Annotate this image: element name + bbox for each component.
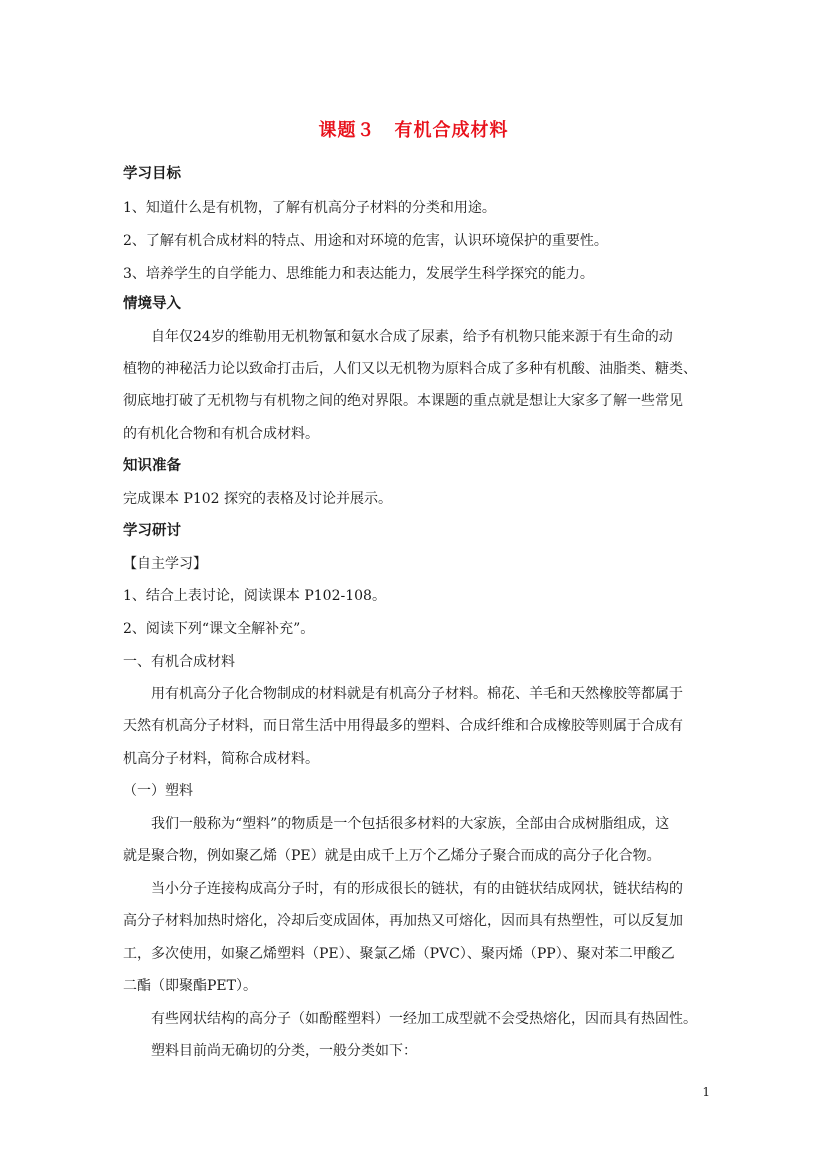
paragraph-line: 用有机高分子化合物制成的材料就是有机高分子材料。棉花、羊毛和天然橡胶等都属于 <box>151 686 683 702</box>
objective-item: 1、知道什么是有机物，了解有机高分子材料的分类和用途。 <box>123 200 496 216</box>
section-heading: 一、有机合成材料 <box>123 654 235 670</box>
paragraph-line: 就是聚合物，例如聚乙烯（PE）就是由成千上万个乙烯分子聚合而成的高分子化合物。 <box>123 848 661 864</box>
subsection-heading: （一）塑料 <box>123 783 193 799</box>
paragraph-line: 我们一般称为“塑料”的物质是一个包括很多材料的大家族，全部由合成树脂组成，这 <box>151 816 670 832</box>
prep-text: 完成课本 P102 探究的表格及讨论并展示。 <box>123 491 393 507</box>
objective-item: 2、了解有机合成材料的特点、用途和对环境的危害，认识环境保护的重要性。 <box>123 233 608 249</box>
study-heading: 学习研讨 <box>123 523 181 539</box>
intro-line: 植物的神秘活力论以致命打击后，人们又以无机物为原料合成了多种有机酸、油脂类、糖类、 <box>123 361 697 377</box>
paragraph-line: 天然有机高分子材料，而日常生活中用得最多的塑料、合成纤维和合成橡胶等则属于合成有 <box>123 718 683 734</box>
page-number: 1 <box>702 1085 710 1099</box>
intro-line: 自年仅24岁的维勒用无机物氰和氨水合成了尿素，给予有机物只能来源于有生命的动 <box>151 329 673 345</box>
page-title: 课题３ 有机合成材料 <box>318 120 509 141</box>
paragraph-line: 高分子材料加热时熔化，冷却后变成固体，再加热又可熔化，因而具有热塑性，可以反复加 <box>123 913 683 929</box>
paragraph-line: 当小分子连接构成高分子时，有的形成很长的链状，有的由链状结成网状，链状结构的 <box>151 881 683 897</box>
study-step: 2、阅读下列“课文全解补充”。 <box>123 621 315 637</box>
self-study-label: 【自主学习】 <box>123 556 207 572</box>
objectives-heading: 学习目标 <box>123 166 181 182</box>
paragraph-line: 工，多次使用，如聚乙烯塑料（PE）、聚氯乙烯（PVC）、聚丙烯（PP）、聚对苯二甲酸乙 <box>123 946 675 962</box>
objective-item: 3、培养学生的自学能力、思维能力和表达能力，发展学生科学探究的能力。 <box>123 266 594 282</box>
paragraph-line: 机高分子材料，简称合成材料。 <box>123 751 319 767</box>
intro-line: 彻底地打破了无机物与有机物之间的绝对界限。本课题的重点就是想让大家多了解一些常见 <box>123 393 683 409</box>
paragraph-line: 塑料目前尚无确切的分类，一般分类如下： <box>151 1043 417 1059</box>
prep-heading: 知识准备 <box>123 458 181 474</box>
intro-heading: 情境导入 <box>123 296 181 312</box>
intro-line: 的有机化合物和有机合成材料。 <box>123 426 319 442</box>
study-step: 1、结合上表讨论，阅读课本 P102-108。 <box>123 588 386 604</box>
paragraph-line: 二酯（即聚酯PET）。 <box>123 978 257 994</box>
paragraph-line: 有些网状结构的高分子（如酚醛塑料）一经加工成型就不会受热熔化，因而具有热固性。 <box>151 1011 697 1027</box>
